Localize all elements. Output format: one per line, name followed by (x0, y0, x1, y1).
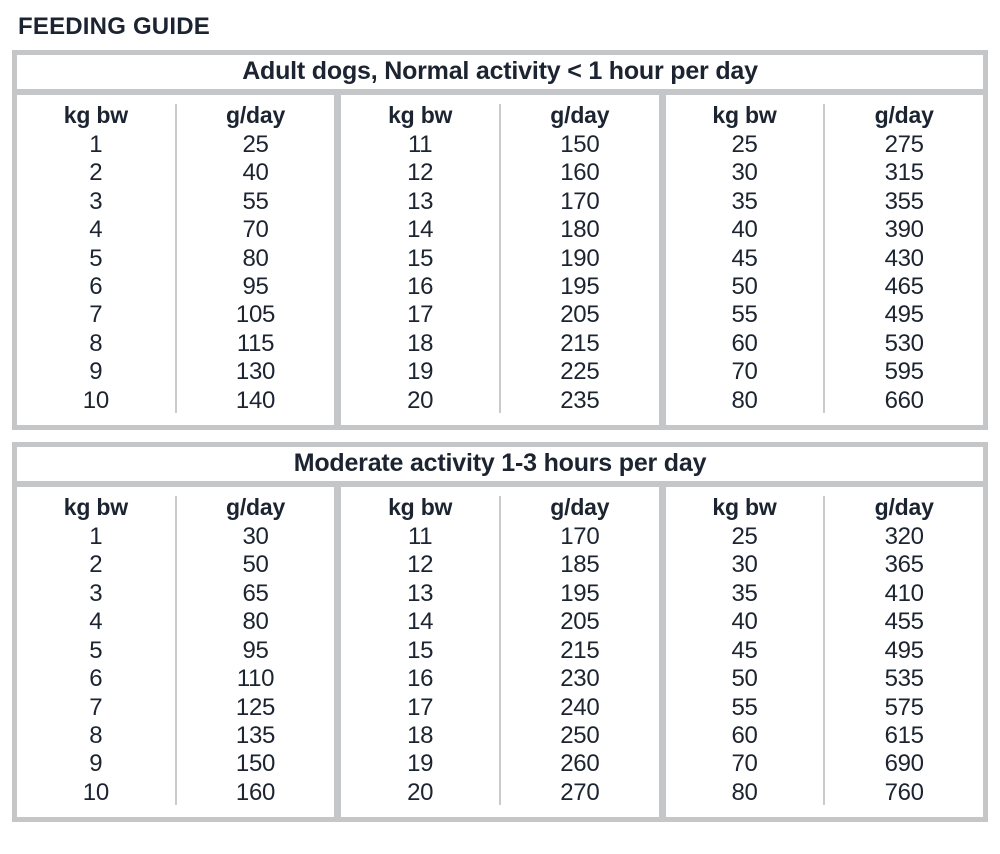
kg-bw-column (666, 100, 824, 415)
table-body (12, 90, 988, 430)
table-cell: 185 (560, 551, 600, 579)
table-cell: 430 (884, 244, 924, 272)
table-cell: 190 (560, 244, 600, 272)
column-group (17, 487, 334, 817)
column-header: kg bw (712, 102, 777, 128)
table-cell: 5 (89, 636, 103, 664)
table-cell: 4 (89, 608, 103, 636)
column-header: kg bw (388, 102, 453, 128)
table-cell: 365 (884, 551, 924, 579)
table-cell: 6 (89, 665, 103, 693)
table-cell: 50 (731, 665, 758, 693)
table-cell: 180 (560, 216, 600, 244)
table-cell: 270 (560, 778, 600, 806)
table-cell: 8 (89, 329, 103, 357)
table-cell: 9 (89, 358, 103, 386)
table-cell: 40 (731, 608, 758, 636)
column-group (659, 487, 983, 817)
table-cell: 8 (89, 721, 103, 749)
table-cell: 355 (884, 187, 924, 215)
feeding-table-normal-activity (12, 50, 988, 430)
table-cell: 25 (731, 523, 758, 551)
table-cell: 215 (560, 636, 600, 664)
column-header: kg bw (63, 494, 128, 521)
table-cell: 19 (407, 358, 434, 386)
table-cell: 495 (884, 301, 924, 329)
column-header: g/day (225, 494, 286, 521)
column-group (334, 95, 658, 425)
table-cell: 40 (242, 159, 269, 187)
table-cell: 7 (89, 301, 103, 329)
table-cell: 240 (560, 693, 600, 721)
table-cell: 4 (89, 216, 103, 244)
table-cell: 14 (407, 608, 434, 636)
g-day-column (501, 492, 659, 807)
table-cell: 80 (731, 778, 758, 806)
table-cell: 150 (560, 131, 600, 158)
column-header: g/day (874, 494, 934, 521)
table-body (12, 482, 988, 822)
table-title-bar (12, 50, 988, 94)
table-cell: 55 (242, 187, 269, 215)
table-cell: 80 (242, 244, 269, 272)
table-cell: 205 (560, 608, 600, 636)
table-cell: 30 (731, 551, 758, 579)
table-cell: 465 (884, 273, 924, 301)
table-cell: 35 (731, 187, 758, 215)
table-cell: 595 (884, 358, 924, 386)
g-day-column (825, 100, 983, 415)
feeding-table-moderate-activity (12, 442, 988, 822)
table-cell: 170 (560, 187, 600, 215)
column-header: g/day (874, 102, 934, 128)
column-header: g/day (225, 102, 286, 128)
column-header: g/day (550, 102, 610, 128)
table-cell: 70 (242, 216, 269, 244)
table-cell: 160 (560, 159, 600, 187)
table-cell: 215 (560, 329, 600, 357)
column-group (659, 95, 983, 425)
table-cell: 315 (884, 159, 924, 187)
table-cell: 30 (731, 159, 758, 187)
table-cell: 19 (407, 750, 434, 778)
table-cell: 260 (560, 750, 600, 778)
table-cell: 70 (731, 358, 758, 386)
table-cell: 5 (89, 244, 103, 272)
kg-bw-column (341, 100, 499, 415)
table-cell: 50 (242, 551, 269, 579)
table-cell: 150 (235, 750, 276, 778)
table-cell: 25 (242, 131, 269, 158)
table-cell: 18 (407, 721, 434, 749)
table-cell: 170 (560, 523, 600, 551)
table-cell: 230 (560, 665, 600, 693)
table-cell: 390 (884, 216, 924, 244)
table-cell: 12 (407, 159, 434, 187)
table-cell: 11 (408, 523, 433, 551)
table-cell: 6 (89, 273, 103, 301)
table-cell: 615 (884, 721, 924, 749)
table-cell: 55 (731, 693, 758, 721)
table-cell: 760 (884, 778, 924, 806)
table-cell: 195 (560, 579, 600, 607)
table-cell: 80 (242, 608, 269, 636)
g-day-column (177, 492, 335, 807)
table-cell: 95 (242, 273, 269, 301)
table-cell: 455 (884, 608, 924, 636)
table-cell: 55 (731, 301, 758, 329)
table-cell: 70 (731, 750, 758, 778)
table-cell: 13 (407, 579, 434, 607)
table-cell: 14 (407, 216, 434, 244)
table-cell: 16 (407, 665, 434, 693)
table-cell: 17 (407, 693, 434, 721)
table-cell: 130 (235, 358, 276, 386)
table-cell: 575 (884, 693, 924, 721)
table-cell: 60 (731, 721, 758, 749)
g-day-column (177, 100, 335, 415)
table-cell: 15 (407, 244, 434, 272)
table-cell: 225 (560, 358, 600, 386)
table-cell: 80 (731, 386, 758, 414)
table-cell: 65 (242, 579, 269, 607)
kg-bw-column (17, 492, 175, 807)
table-cell: 12 (407, 551, 434, 579)
table-cell: 18 (407, 329, 434, 357)
table-cell: 320 (884, 523, 924, 551)
column-header: g/day (550, 494, 610, 521)
table-cell: 3 (89, 579, 103, 607)
table-cell: 530 (884, 329, 924, 357)
table-cell: 13 (407, 187, 434, 215)
table-cell: 275 (884, 131, 924, 158)
table-cell: 35 (731, 579, 758, 607)
table-cell: 16 (407, 273, 434, 301)
table-cell: 20 (407, 778, 434, 806)
column-group (334, 487, 658, 817)
table-cell: 50 (731, 273, 758, 301)
table-cell: 410 (884, 579, 924, 607)
table-cell: 115 (236, 329, 275, 357)
table-cell: 495 (884, 636, 924, 664)
kg-bw-column (17, 100, 175, 415)
table-title-bar (12, 442, 988, 486)
table-cell: 660 (884, 386, 924, 414)
table-cell: 7 (89, 693, 103, 721)
column-group (17, 95, 334, 425)
table-cell: 2 (89, 551, 103, 579)
table-cell: 690 (884, 750, 924, 778)
table-cell: 1 (89, 523, 103, 551)
table-cell: 3 (89, 187, 103, 215)
table-cell: 10 (82, 778, 109, 806)
table-cell: 2 (89, 159, 103, 187)
table-cell: 15 (407, 636, 434, 664)
table-cell: 60 (731, 329, 758, 357)
table-cell: 140 (235, 386, 276, 414)
table-cell: 20 (407, 386, 434, 414)
table-cell: 195 (560, 273, 600, 301)
table-cell: 125 (235, 693, 276, 721)
table-cell: 110 (236, 665, 275, 693)
table-cell: 17 (407, 301, 434, 329)
table-cell: 235 (560, 386, 600, 414)
table-cell: 205 (560, 301, 600, 329)
table-cell: 10 (82, 386, 109, 414)
column-header: kg bw (388, 494, 453, 521)
table-cell: 9 (89, 750, 103, 778)
column-header: kg bw (712, 494, 777, 521)
table-cell: 45 (731, 244, 758, 272)
table-cell: 40 (731, 216, 758, 244)
table-cell: 135 (235, 721, 276, 749)
table-cell: 535 (884, 665, 924, 693)
table-cell: 250 (560, 721, 600, 749)
page-title: FEEDING GUIDE (18, 13, 210, 40)
table-cell: 105 (235, 301, 276, 329)
table-cell: 160 (235, 778, 276, 806)
table-cell: 30 (242, 523, 269, 551)
kg-bw-column (341, 492, 499, 807)
table-title: Moderate activity 1-3 hours per day (293, 449, 707, 478)
table-cell: 1 (89, 131, 103, 158)
table-cell: 45 (731, 636, 758, 664)
kg-bw-column (666, 492, 824, 807)
g-day-column (825, 492, 983, 807)
table-cell: 11 (408, 131, 433, 158)
table-cell: 25 (731, 131, 758, 158)
table-cell: 95 (242, 636, 269, 664)
g-day-column (501, 100, 659, 415)
column-header: kg bw (63, 102, 128, 128)
table-title: Adult dogs, Normal activity < 1 hour per day (242, 57, 758, 85)
